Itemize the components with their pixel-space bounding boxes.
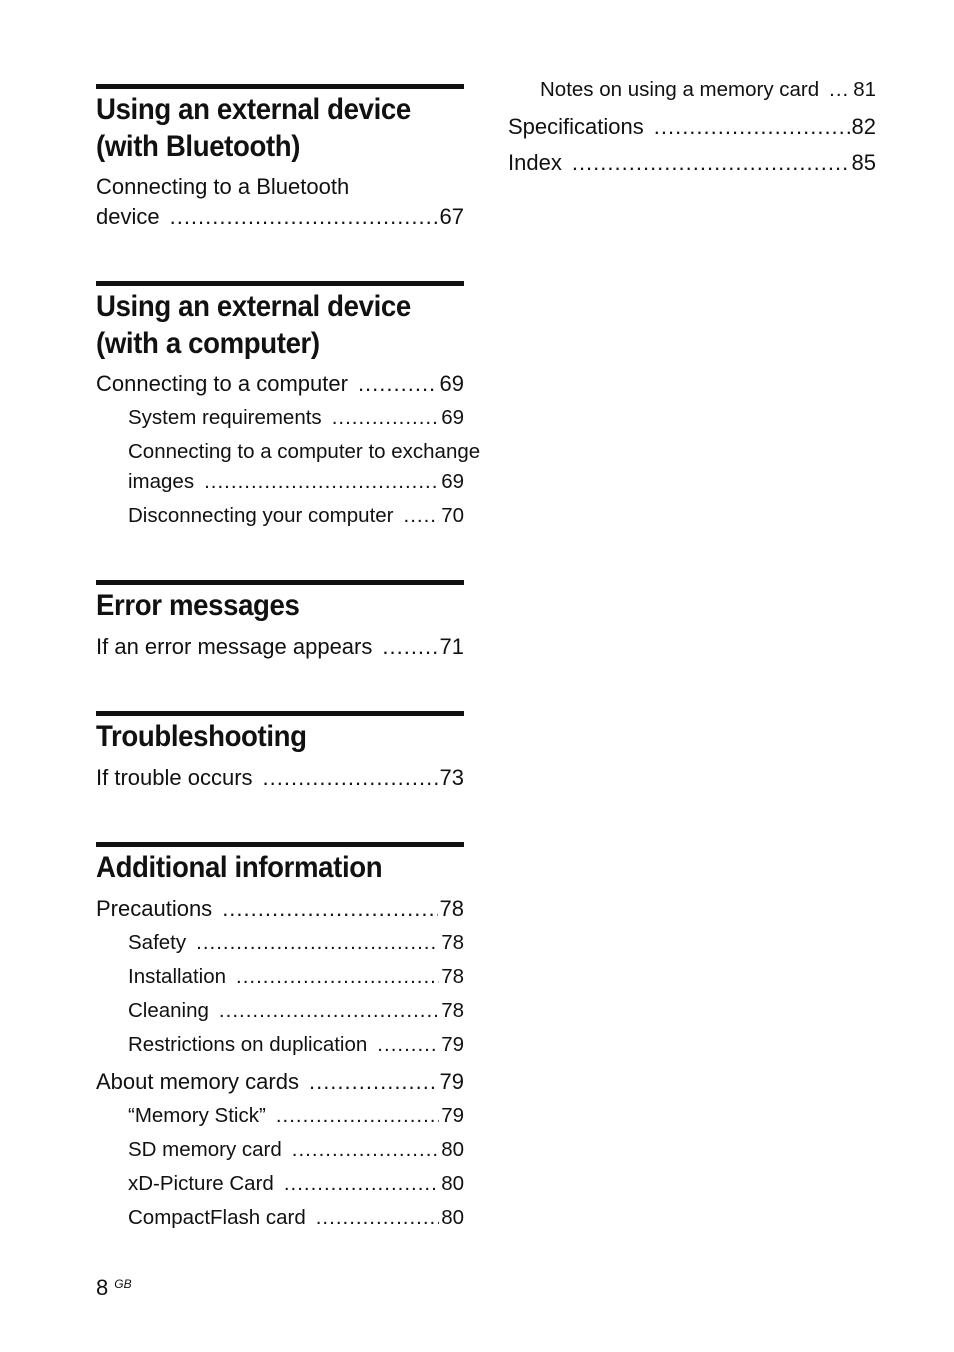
page-footer (96, 1275, 132, 1301)
toc-entry-page: 70 (441, 504, 464, 527)
page-number: 8 (96, 1275, 109, 1300)
dot-leader (236, 962, 439, 992)
toc-entry-page: 80 (441, 1172, 464, 1195)
toc-subentry[interactable] (128, 1135, 464, 1165)
dot-leader (654, 112, 850, 142)
dot-leader (572, 148, 850, 178)
toc-entry-page: 80 (441, 1206, 464, 1229)
section-title-line: (with a computer) (96, 327, 320, 360)
toc-entry[interactable] (96, 632, 464, 662)
toc-entry-title: Cleaning (128, 999, 209, 1022)
toc-entry[interactable] (96, 1067, 464, 1097)
dot-leader (377, 1030, 439, 1060)
toc-entry-title: device (96, 204, 160, 229)
toc-subentry[interactable] (128, 1203, 464, 1233)
toc-entry-page: 79 (441, 1033, 464, 1056)
section-title: Additional information (96, 851, 383, 884)
dot-leader (222, 894, 437, 924)
toc-entry-title: If trouble occurs (96, 765, 253, 790)
dot-leader (292, 1135, 439, 1165)
dot-leader (276, 1101, 439, 1131)
section-title-line: Using an external device (96, 93, 411, 126)
toc-entry-page: 73 (439, 765, 464, 790)
section-title: Troubleshooting (96, 720, 307, 753)
toc-entry-title: Safety (128, 931, 187, 954)
toc-entry-title: Connecting to a computer (96, 371, 348, 396)
toc-entry-page: 78 (441, 999, 464, 1022)
toc-entry-title: images (128, 470, 195, 493)
toc-entry-title: Precautions (96, 896, 213, 921)
toc-entry[interactable] (508, 148, 876, 178)
toc-entry[interactable] (96, 894, 464, 924)
toc-entry-page: 82 (851, 114, 876, 139)
section-error-messages (96, 580, 464, 624)
dot-leader (204, 467, 439, 497)
dot-leader (382, 632, 437, 662)
toc-subentry[interactable] (540, 75, 876, 105)
toc-entry-title: SD memory card (128, 1138, 282, 1161)
toc-entry-page: 69 (441, 406, 464, 429)
toc-subentry[interactable] (128, 1169, 464, 1199)
section-bluetooth (96, 84, 464, 165)
toc-entry-page: 69 (439, 371, 464, 396)
toc-entry[interactable] (96, 202, 464, 232)
toc-subentry-line[interactable]: Connecting to a computer to exchange (128, 440, 481, 463)
toc-entry-page: 78 (441, 931, 464, 954)
toc-entry-title: Installation (128, 965, 227, 988)
section-title-line: Using an external device (96, 290, 411, 323)
toc-entry-page: 67 (439, 204, 464, 229)
toc-entry-title: System requirements (128, 406, 322, 429)
toc-entry-title: Specifications (508, 114, 644, 139)
toc-entry-page: 78 (439, 896, 464, 921)
toc-subentry[interactable] (128, 1030, 464, 1060)
toc-subentry[interactable] (128, 962, 464, 992)
toc-entry-page: 71 (439, 634, 464, 659)
toc-entry-line[interactable]: Connecting to a Bluetooth (96, 174, 350, 199)
dot-leader (829, 75, 851, 105)
section-computer (96, 281, 464, 362)
dot-leader (196, 928, 439, 958)
section-title-line: (with Bluetooth) (96, 130, 301, 163)
toc-entry[interactable] (508, 112, 876, 142)
dot-leader (316, 1203, 439, 1233)
toc-entry-title: About memory cards (96, 1069, 299, 1094)
dot-leader (332, 403, 440, 433)
toc-entry-page: 69 (441, 470, 464, 493)
section-title (96, 89, 464, 165)
section-title (96, 286, 464, 362)
dot-leader (404, 501, 440, 531)
region-code: GB (114, 1277, 132, 1291)
section-troubleshooting (96, 711, 464, 755)
toc-subentry[interactable] (128, 403, 464, 433)
toc-subentry[interactable] (128, 467, 464, 497)
toc-entry-title: Restrictions on duplication (128, 1033, 368, 1056)
toc-subentry[interactable] (128, 501, 464, 531)
toc-entry-page: 79 (439, 1069, 464, 1094)
toc-entry-title: Disconnecting your computer (128, 504, 394, 527)
toc-entry[interactable] (96, 763, 464, 793)
toc-entry-page: 85 (851, 150, 876, 175)
dot-leader (358, 369, 438, 399)
dot-leader (263, 763, 438, 793)
toc-entry-page: 81 (853, 78, 876, 101)
toc-entry-page: 78 (441, 965, 464, 988)
dot-leader (219, 996, 439, 1026)
toc-entry-title: Index (508, 150, 562, 175)
dot-leader (170, 202, 438, 232)
toc-entry-title: CompactFlash card (128, 1206, 306, 1229)
dot-leader (284, 1169, 439, 1199)
toc-entry-page: 80 (441, 1138, 464, 1161)
toc-subentry[interactable] (128, 996, 464, 1026)
section-title: Error messages (96, 589, 300, 622)
section-additional-information (96, 842, 464, 886)
dot-leader (309, 1067, 438, 1097)
toc-entry-title: Notes on using a memory card (540, 78, 820, 101)
toc-entry-title: xD-Picture Card (128, 1172, 274, 1195)
toc-entry-title: If an error message appears (96, 634, 373, 659)
toc-entry-title: “Memory Stick” (128, 1104, 266, 1127)
toc-entry-page: 79 (441, 1104, 464, 1127)
toc-subentry[interactable] (128, 928, 464, 958)
toc-subentry[interactable] (128, 1101, 464, 1131)
toc-entry[interactable] (96, 369, 464, 399)
